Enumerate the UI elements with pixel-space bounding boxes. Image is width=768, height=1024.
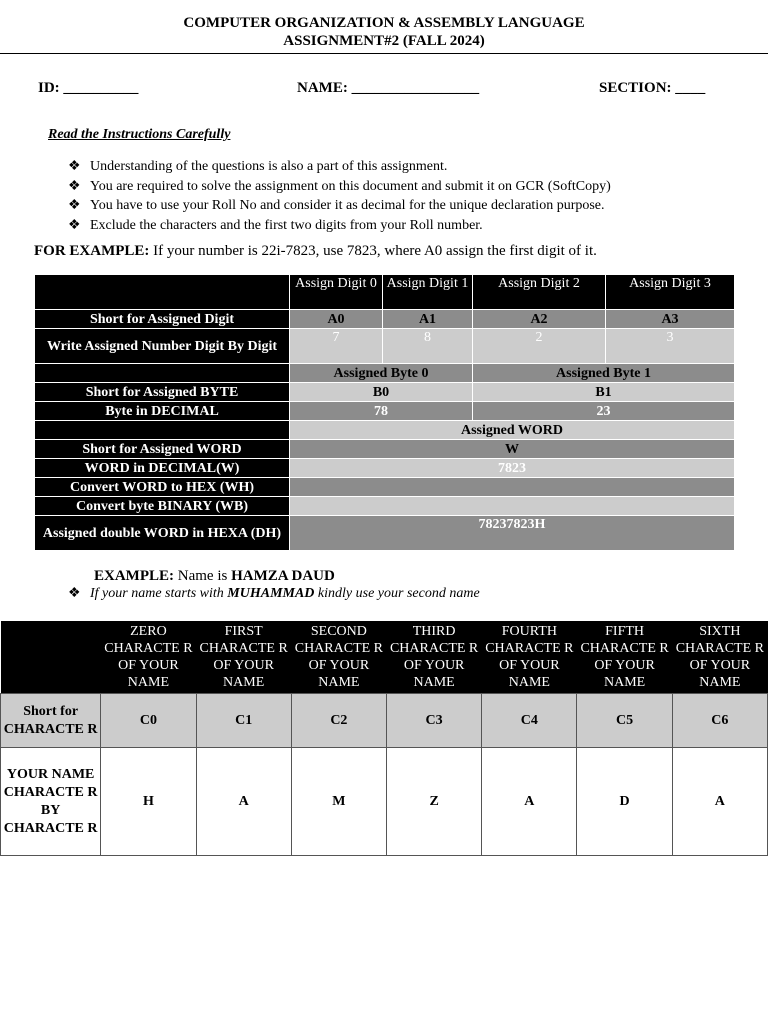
name-char-cell[interactable]: M <box>291 748 386 856</box>
short-byte-cell: B1 <box>473 383 735 402</box>
row-label: Short for CHARACTE R <box>1 694 101 748</box>
short-digit-cell: A3 <box>606 310 735 329</box>
byte-decimal-cell[interactable]: 23 <box>473 402 735 421</box>
byte-binary-cell[interactable] <box>290 497 735 516</box>
short-char-cell: C2 <box>291 694 386 748</box>
short-char-cell: C4 <box>482 694 577 748</box>
roll-number-example: FOR EXAMPLE: If your number is 22i-7823, use 7823, where A0 assign the first digit of it. <box>34 243 597 259</box>
word-decimal-cell[interactable]: 7823 <box>290 459 735 478</box>
byte-decimal-cell[interactable]: 78 <box>290 402 473 421</box>
word-header: Assigned WORD <box>290 421 735 440</box>
row-label: YOUR NAME CHARACTE R BY CHARACTE R <box>1 748 101 856</box>
id-field[interactable]: ID: __________ <box>38 80 139 96</box>
row-label: Convert byte BINARY (WB) <box>35 497 290 516</box>
name-char-cell[interactable]: A <box>482 748 577 856</box>
diamond-bullet-icon: ❖ <box>68 586 81 601</box>
diamond-bullet-icon: ❖ <box>68 198 81 213</box>
instruction-item: ❖ Understanding of the questions is also a part of this assignment. <box>68 159 448 174</box>
header-assign-digit-0: Assign Digit 0 <box>290 275 383 310</box>
header-char-1: FIRST CHARACTE R OF YOUR NAME <box>196 621 291 694</box>
byte-header: Assigned Byte 1 <box>473 364 735 383</box>
diamond-bullet-icon: ❖ <box>68 217 81 233</box>
name-note: ❖ If your name starts with MUHAMMAD kindly use your second name <box>68 586 480 601</box>
assignment-title: ASSIGNMENT#2 (FALL 2024) <box>283 33 485 49</box>
digit-cell[interactable]: 7 <box>290 329 383 364</box>
row-label: Convert WORD to HEX (WH) <box>35 478 290 497</box>
short-char-cell: C1 <box>196 694 291 748</box>
row-label: Assigned double WORD in HEXA (DH) <box>35 516 290 551</box>
short-char-cell: C5 <box>577 694 672 748</box>
name-example: EXAMPLE: Name is HAMZA DAUD <box>94 568 335 584</box>
row-label: Short for Assigned BYTE <box>35 383 290 402</box>
row-label: Byte in DECIMAL <box>35 402 290 421</box>
short-char-cell: C0 <box>101 694 196 748</box>
short-digit-cell: A0 <box>290 310 383 329</box>
header-assign-digit-3: Assign Digit 3 <box>606 275 735 310</box>
digit-cell[interactable]: 8 <box>383 329 473 364</box>
digit-cell[interactable]: 3 <box>606 329 735 364</box>
digit-cell[interactable]: 2 <box>473 329 606 364</box>
row-label: Short for Assigned WORD <box>35 440 290 459</box>
name-char-cell[interactable]: D <box>577 748 672 856</box>
row-label: Write Assigned Number Digit By Digit <box>35 329 290 364</box>
row-label: Short for Assigned Digit <box>35 310 290 329</box>
section-field[interactable]: SECTION: ____ <box>599 80 706 96</box>
short-digit-cell: A1 <box>383 310 473 329</box>
header-char-6: SIXTH CHARACTE R OF YOUR NAME <box>672 621 767 694</box>
name-characters-table <box>0 621 768 856</box>
header-char-3: THIRD CHARACTE R OF YOUR NAME <box>387 621 482 694</box>
header-assign-digit-1: Assign Digit 1 <box>383 275 473 310</box>
header-char-2: SECOND CHARACTE R OF YOUR NAME <box>291 621 386 694</box>
row-label: WORD in DECIMAL(W) <box>35 459 290 478</box>
instructions-list <box>68 157 611 235</box>
diamond-bullet-icon: ❖ <box>68 178 81 194</box>
name-char-cell[interactable]: A <box>196 748 291 856</box>
name-char-cell[interactable]: Z <box>387 748 482 856</box>
short-byte-cell: B0 <box>290 383 473 402</box>
course-title: COMPUTER ORGANIZATION & ASSEMBLY LANGUAGE <box>183 15 585 31</box>
name-char-cell[interactable]: H <box>101 748 196 856</box>
word-hex-cell[interactable] <box>290 478 735 497</box>
dword-hex-cell[interactable]: 78237823H <box>290 516 735 551</box>
short-digit-cell: A2 <box>473 310 606 329</box>
diamond-bullet-icon: ❖ <box>68 159 81 174</box>
short-char-cell: C3 <box>387 694 482 748</box>
roll-number-table <box>34 274 735 551</box>
instruction-item: ❖ You are required to solve the assignment on this document and submit it on GCR (SoftCopy) <box>68 178 611 194</box>
document-header <box>0 14 768 50</box>
name-char-cell[interactable]: A <box>672 748 767 856</box>
name-field[interactable]: NAME: _________________ <box>297 80 480 96</box>
byte-header: Assigned Byte 0 <box>290 364 473 383</box>
instruction-item: ❖ Exclude the characters and the first two digits from your Roll number. <box>68 217 483 233</box>
short-word-cell: W <box>290 440 735 459</box>
header-assign-digit-2: Assign Digit 2 <box>473 275 606 310</box>
header-char-5: FIFTH CHARACTE R OF YOUR NAME <box>577 621 672 694</box>
header-char-4: FOURTH CHARACTE R OF YOUR NAME <box>482 621 577 694</box>
instructions-title: Read the Instructions Carefully <box>48 127 231 142</box>
short-char-cell: C6 <box>672 694 767 748</box>
header-divider <box>0 53 768 54</box>
instruction-item: ❖ You have to use your Roll No and consider it as decimal for the unique declaration purpose. <box>68 198 605 213</box>
header-char-0: ZERO CHARACTE R OF YOUR NAME <box>101 621 196 694</box>
